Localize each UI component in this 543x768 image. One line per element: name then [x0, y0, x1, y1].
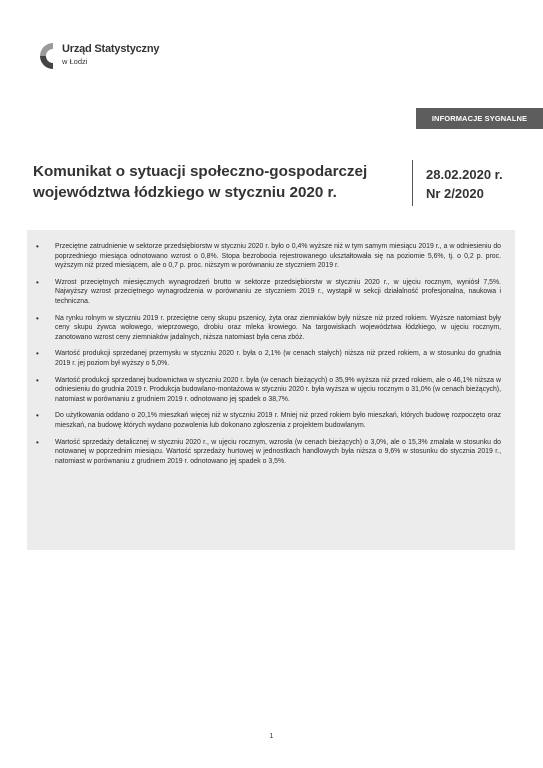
list-item [27, 278, 501, 307]
publication-type-tag: INFORMACJE SYGNALNE [416, 108, 543, 129]
title-line-2: województwa łódzkiego w styczniu 2020 r. [33, 184, 337, 201]
list-item [27, 376, 501, 405]
org-name: Urząd Statystyczny [62, 43, 160, 55]
logo [37, 40, 160, 74]
page-number: 1 [269, 733, 274, 740]
date-block [426, 165, 503, 203]
publication-date: 28.02.2020 r. [426, 167, 503, 182]
list-item-text: Wzrost przeciętnych miesięcznych wynagrodzeń brutto w sektorze przedsiębiorstw w styczniu 2020 r., w ujęciu rocznym, wyniósł 7,5%. Najwyższy wzrost przeciętnego wynagrodzenia w porównaniu ze styczniem 2019 r., wystąpił w sekcji działalność profesjonalna, naukowa i techniczna. [55, 278, 501, 305]
page-title [33, 161, 393, 203]
bullet-icon: • [36, 411, 39, 421]
list-item [27, 411, 501, 430]
bullet-icon: • [36, 349, 39, 359]
summary-list [27, 230, 515, 466]
list-item-text: Na rynku rolnym w styczniu 2019 r. przeciętne ceny skupu pszenicy, żyta oraz ziemniaków były niższe niż przed rokiem. Wyższe natomiast były ceny skupu żywca wołowego, wieprzowego, drobiu oraz mleka krowiego. Na targowiskach województwa łódzkiego, w ujęciu rocznym, zanotowano wzrost ceny ziemniaków jadalnych, niższa natomiast była cena zbóż. [55, 314, 501, 341]
list-item [27, 242, 501, 271]
list-item [27, 438, 501, 467]
bullet-icon: • [36, 277, 39, 287]
bullet-icon: • [36, 375, 39, 385]
publication-number: Nr 2/2020 [426, 186, 484, 201]
title-line-1: Komunikat o sytuacji społeczno-gospodarczej [33, 163, 368, 180]
list-item-text: Do użytkowania oddano o 20,1% mieszkań więcej niż w styczniu 2019 r. Mniej niż przed rokiem było mieszkań, których budowę rozpoczęto oraz mieszkań, na budowę których wydano pozwolenia lub dokonano zgłoszenia z projektem budowlanym. [55, 412, 501, 429]
bullet-icon: • [36, 242, 39, 251]
list-item [27, 314, 501, 343]
list-item [27, 349, 501, 368]
title-divider [412, 160, 413, 206]
list-item-text: Przeciętne zatrudnienie w sektorze przedsiębiorstw w styczniu 2020 r. było o 0,4% wyższe niż w tym samym miesiącu 2019 r., a w odniesieniu do poprzedniego miesiąca odnotowano wzrost o 0,8%. Stopa bezrobocia rejestrowanego ukształtowała się na poziomie 5,6%, tj. o 0,2 p. proc. wyższym niż przed miesiącem, ale o 0,7 p. proc. niższym w porównaniu ze styczniem 2019 r. [55, 243, 501, 270]
org-sub: w Łodzi [62, 57, 88, 66]
list-item-text: Wartość sprzedaży detalicznej w styczniu 2020 r., w ujęciu rocznym, wzrosła (w cenach bieżących) o 3,0%, ale o 15,3% zmalała w stosunku do notowanej w poprzednim miesiącu. Wartość sprzedaży hurtowej w jednostkach handlowych była niższa o 9,6% w stosunku do stycznia 2019 r., natomiast w porównaniu z grudniem 2019 r. odnotowano jej spadek o 3,5%. [55, 438, 501, 465]
list-item-text: Wartość produkcji sprzedanej przemysłu w styczniu 2020 r. była o 2,1% (w cenach stałych) niższa niż przed rokiem, a w stosunku do grudnia 2019 r. jej poziom był wyższy o 5,0%. [55, 350, 501, 367]
list-item-text: Wartość produkcji sprzedanej budownictwa w styczniu 2020 r. była (w cenach bieżących) o 35,9% wyższa niż przed rokiem, ale o 46,1% niższa w odniesieniu do grudnia 2019 r. Produkcja budowlano-montażowa w styczniu 2020 r. była wyższa w ujęciu rocznym o 31,0% (w cenach bieżących), natomiast w porównaniu z grudniem 2019 r. odnotowano jej spadek o 38,7%. [55, 376, 501, 403]
bullet-icon: • [36, 437, 39, 447]
bullet-icon: • [36, 313, 39, 323]
summary-box [27, 230, 515, 550]
